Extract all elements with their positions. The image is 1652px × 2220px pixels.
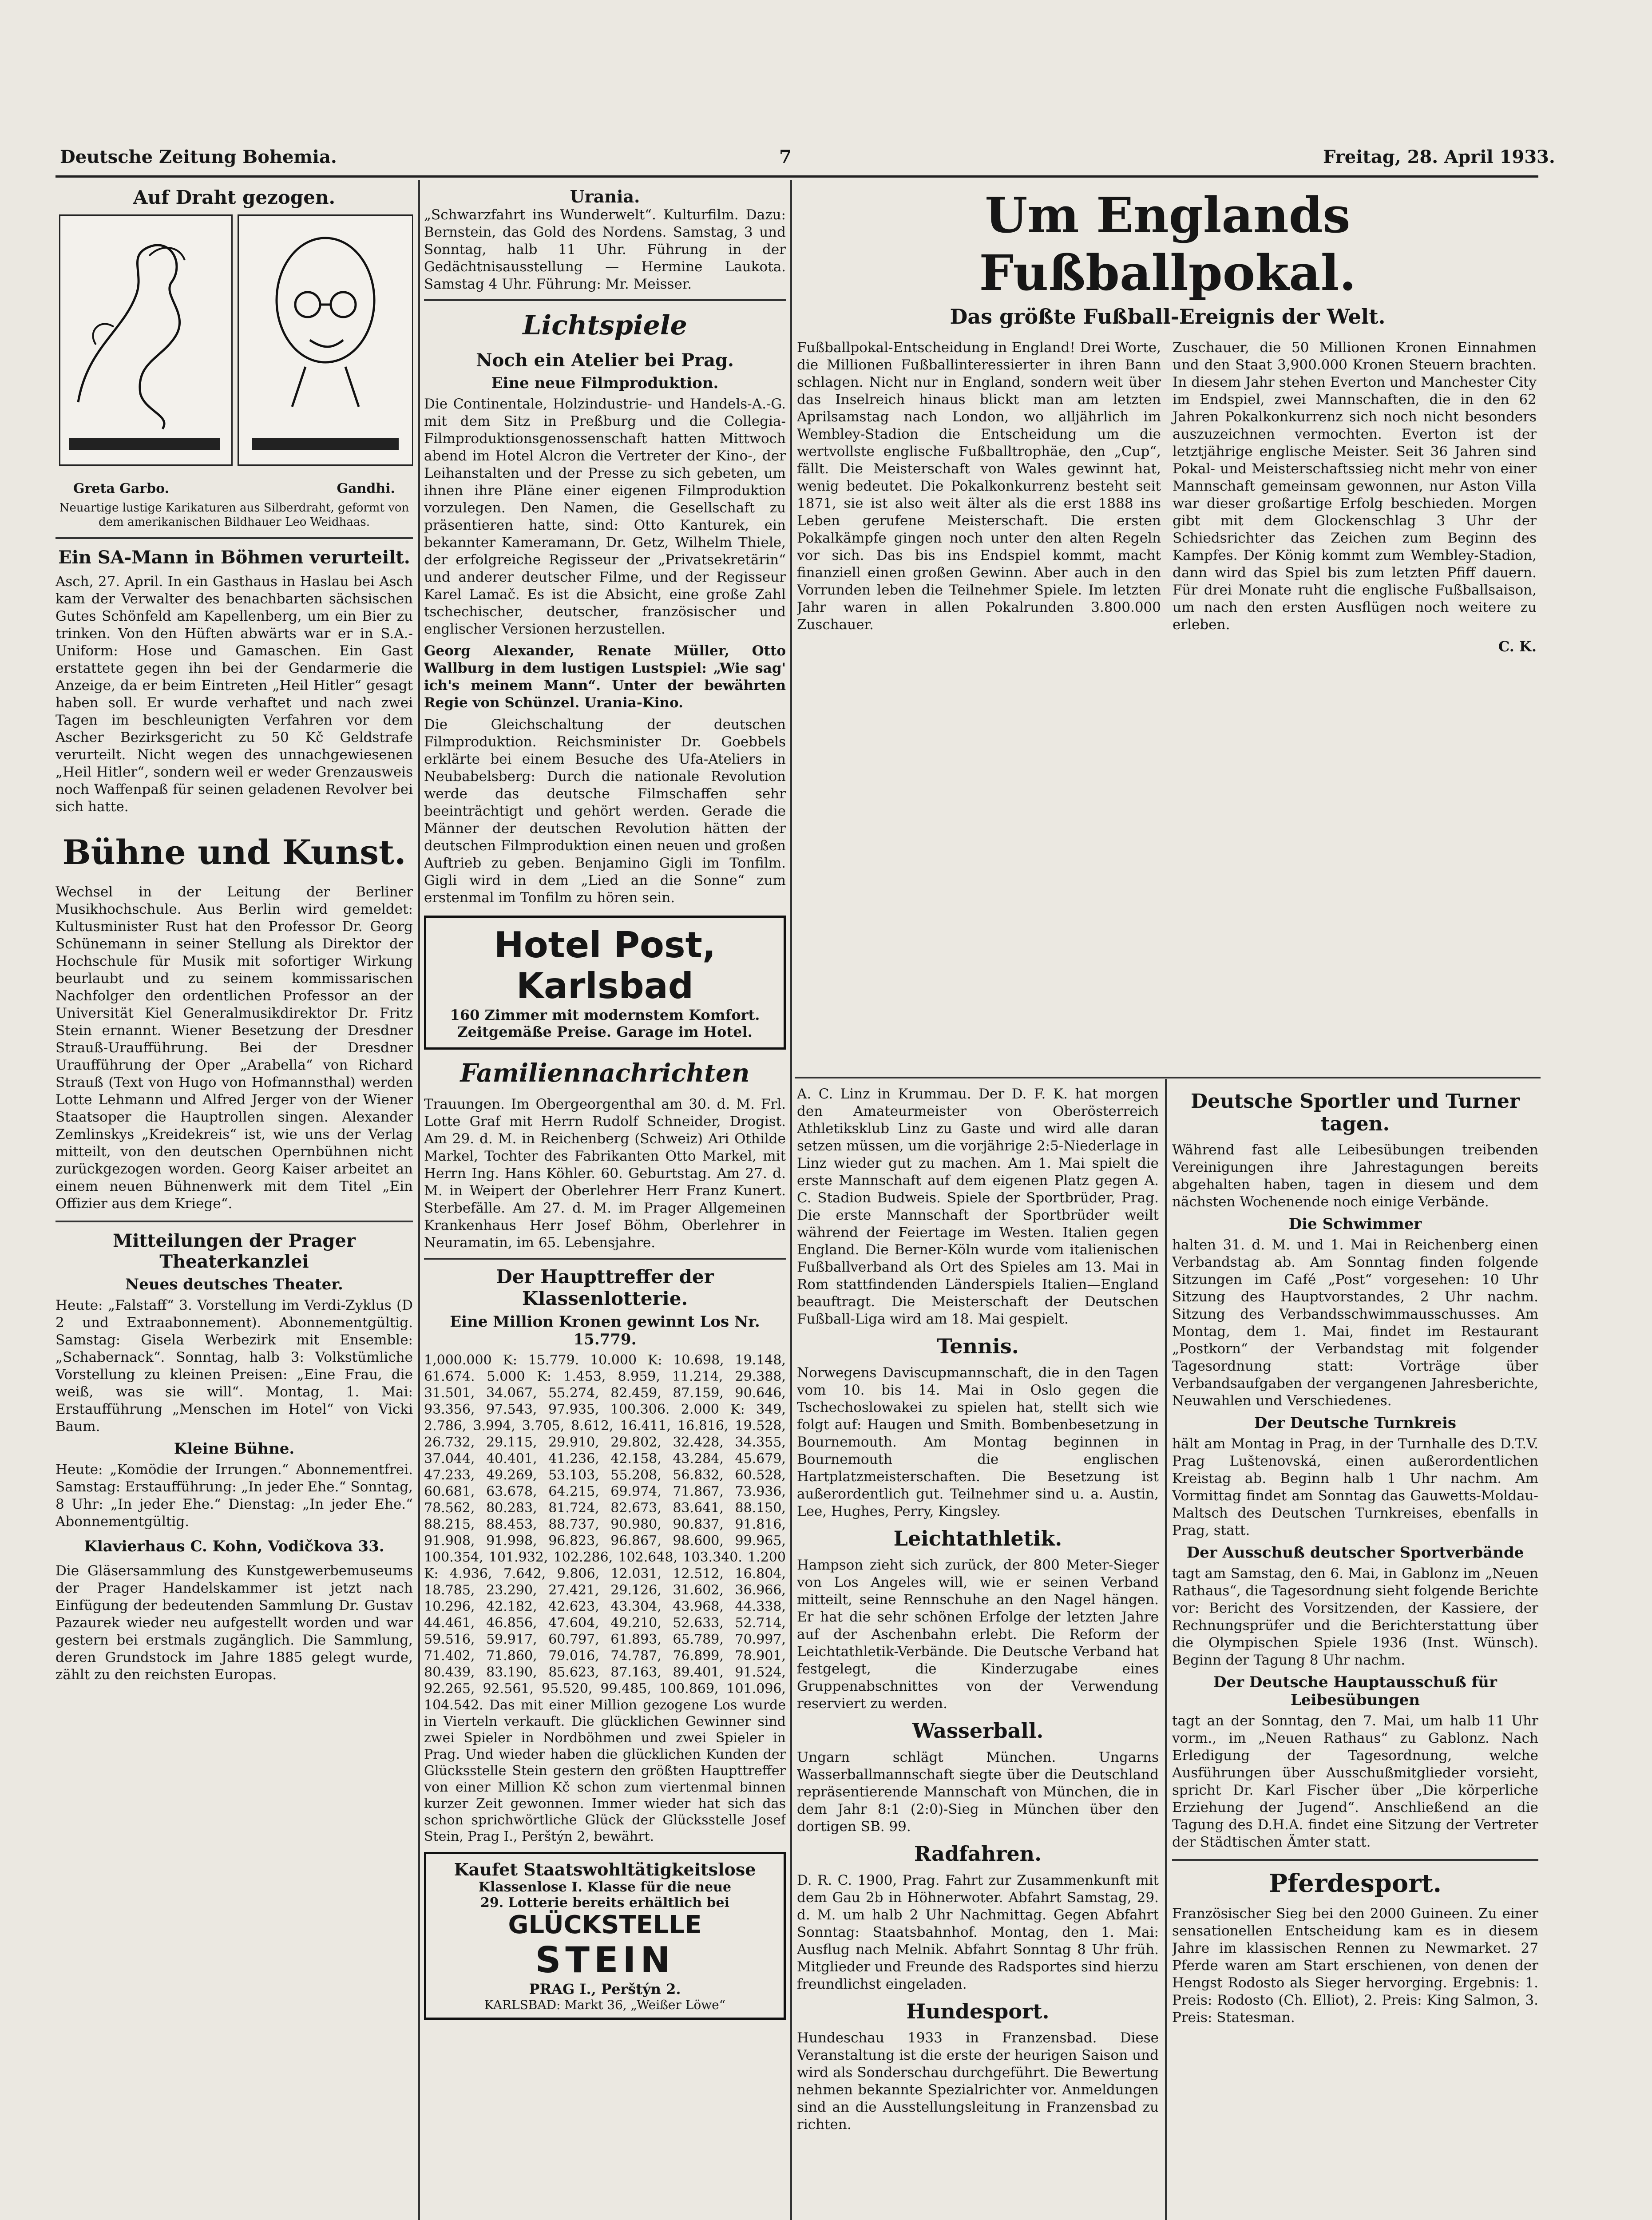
ausschuss-subheading: Der Ausschuß deutscher Sportverbände [1186, 1544, 1524, 1562]
header-rule [55, 175, 1538, 178]
pferdesport-heading: Pferdesport. [1268, 1869, 1442, 1898]
hundesport-article: Hundeschau 1933 in Franzensbad. Diese Veranstaltung ist die erste der heurigen Saison und wird als Sonderschau durchgeführt. Die Bewertung nehmen bekannte Spezialrichter vor. Anmeldungen sind an die Ausstellungsleitung in Franzensbad zu richten. [797, 2030, 1159, 2133]
banner-subheading: Das größte Fußball-Ereignis der Welt. [950, 305, 1386, 329]
stein-ad-name-2: STEIN [535, 1939, 675, 1981]
column-rule [790, 180, 792, 2220]
column-2 [424, 186, 786, 2220]
kleine-buehne-heading: Kleine Bühne. [174, 1440, 295, 1458]
fussball-news: A. C. Linz in Krummau. Der D. F. K. hat morgen den Amateurmeister von Oberösterreich Athletiksklub Linz zu Gaste und wird alle daran setzen müssen, um die vorjährige 2:5-Niederlage in Linz wieder gut zu machen. Am 1. Mai spielt die erste Mannschaft auf dem eigenen Platz gegen A. C. Stadion Budweis. Spiele der Sportbrüder, Prag. Die erste Mannschaft der Sportbrüder weilt während der Feiertage im Westen. Italien gegen England. Die Berner-Köln wurde vom italienischen Fußballverband als Ort des Spieles am 13. Mai in Rom stattfindenden Länderspiels Italien—England beauftragt. Die Meisterschaft der Deutschen Fußball-Liga wird am 18. Mai gespielt. [797, 1086, 1159, 1327]
cartoon-title: Auf Draht gezogen. [133, 186, 336, 208]
urania-heading: Urania. [570, 186, 640, 206]
stein-ad-head: Kaufet Staatswohltätigkeitslose [454, 1859, 756, 1879]
column-3-sports [797, 1086, 1159, 2220]
radfahren-article: D. R. C. 1900, Prag. Fahrt zur Zusammenkunft mit dem Gau 2b in Höhnerwoter. Abfahrt Samstag, 29. d. M. um halb 2 Uhr Nachmittag. Gegen Abfahrt Sonntag: Staatsbahnhof. Montag, den 1. Mai: Ausflug nach Melnik. Abfahrt Sonntag 8 Uhr früh. Mitglieder und Freunde des Radsportes sind hierzu freundlichst eingeladen. [797, 1872, 1159, 1992]
masthead: Deutsche Zeitung Bohemia. [60, 147, 337, 167]
lotterie-heading: Der Haupttreffer der Klassenlotterie. [496, 1266, 714, 1309]
hotel-post-ad [424, 916, 786, 1050]
kleine-buehne-article: Heute: „Komödie der Irrungen.“ Abonnementfrei. Samstag: Erstaufführung: „In jeder Ehe.“ Sonntag, 8 Uhr: „In jeder Ehe.“ Dienstag: „In jeder Ehe.“ Abonnementgültig. [55, 1462, 413, 1530]
pokal-signature: C. K. [1498, 638, 1537, 655]
ausschuss-article: tagt am Samstag, den 6. Mai, in Gablonz im „Neuen Rathaus“, die Tagesordnung sieht folgende Berichte vor: Bericht des Vorsitzenden, der Kassiere, der Rechnungsprüfer und die Berichterstattung über die Olympischen Spiele 1936 (Inst. Wünsch). Beginn der Tagung 8 Uhr nachm. [1172, 1566, 1538, 1668]
buehne-article: Wechsel in der Leitung der Berliner Musikhochschule. Aus Berlin wird gemeldet: Kultusminister Rust hat den Professor Dr. Georg Schünemann in seiner Stellung als Direktor der Hochschule für Musik mit sofortiger Wirkung beurlaubt und zu seinem kommissarischen Nachfolger den ordentlichen Professor an der Universität Kiel Generalmusikdirektor Dr. Fritz Stein ernannt. Wiener Besetzung der Dresdner Strauß-Uraufführung. Bei der Dresdner Uraufführung der Oper „Arabella“ von Richard Strauß (Text von Hugo von Hofmannsthal) werden Lotte Lehmann und Alfred Jerger von der Wiener Staatsoper die Hauptrollen singen. Alexander Zemlinskys „Kreidekreis“ ist, wie uns der Verlag mitteilt, von den deutschen Opernbühnen nicht zurückgezogen worden. Georg Kaiser arbeitet an einem neuen Bühnenwerk mit dem Titel „Ein Offizier aus dem Kriege“. [55, 884, 413, 1212]
prager-article: Heute: „Falstaff“ 3. Vorstellung im Verdi-Zyklus (D 2 und Extraabonnement). Abonnementgültig. Samstag: Gisela Werbezirk mit Ensemble: „Schabernack“. Sonntag, halb 3: Volkstümliche Vorstellung zu kleinen Preisen: „Eine Frau, die weiß, was sie will“. Montag, 1. Mai: Erstaufführung „Menschen im Hotel“ von Vicki Baum. [55, 1297, 413, 1435]
stein-ad-address-2: KARLSBAD: Markt 36, „Weißer Löwe“ [484, 1998, 726, 2012]
sa-heading: Ein SA-Mann in Böhmen verurteilt. [58, 547, 410, 568]
tennis-heading: Tennis. [937, 1334, 1019, 1358]
lichtspiele-heading: Lichtspiele [523, 310, 687, 341]
hotel-line-1: 160 Zimmer mit modernstem Komfort. [450, 1007, 760, 1023]
cartoon-note: Neuartige lustige Karikaturen aus Silberdraht, geformt von dem amerikanischen Bildhauer Leo Weidhaas. [59, 501, 409, 529]
garbo-wire-caricature [59, 214, 233, 466]
familien-heading: Familiennachrichten [460, 1058, 750, 1088]
atelier-subheading: Eine neue Filmproduktion. [491, 374, 719, 392]
pferdesport-article: Französischer Sieg bei den 2000 Guineen. Zu einer sensationellen Entscheidung kam es in diesem Jahre im klassischen Rennen zu Newmarket. 27 Pferde waren am Start erschienen, von denen der Hengst Rodosto als Sieger hervorging. Ergebnis: 1. Preis: Rodosto (Ch. Elliot), 2. Preis: King Salmon, 3. Preis: Statesman. [1172, 1906, 1538, 2026]
sportler-article: Während fast alle Leibesübungen treibenden Vereinigungen ihre Jahrestagungen bereits abgehalten haben, tagen in diesem und dem nächsten Wochenende noch einige Verbände. [1172, 1142, 1538, 1210]
buehne-heading: Bühne und Kunst. [62, 832, 406, 872]
pokal-article-left: Fußballpokal-Entscheidung in England! Drei Worte, die Millionen Fußballinteressierter in ihren Bann schlagen. Nicht nur in England, sondern weit über das Inselreich hinaus blickt man am letzten Aprilsamstag nach London, wo alljährlich im Wembley-Stadion die Entscheidung um die wertvollste englische Fußballtrophäe, den „Cup“, fällt. Die Meisterschaft von Wales gewinnt hat, wenig bedeutet. Die Pokalkonkurrenz besteht seit 1871, sie ist also weit älter als die erst 1888 ins Leben gerufene Meisterschaft. Die ersten Pokalkämpfe gingen noch unter den alten Regeln vor sich. Das bis ins Endspiel kommt, macht finanziell einen großen Gewinn. Aber auch in den Vorrunden leben die Teilnehmer Spiele. Im letzten Jahr waren in allen Pokalrunden 3.800.000 Zuschauer. [797, 340, 1161, 633]
tennis-article: Norwegens Daviscupmannschaft, die in den Tagen vom 10. bis 14. Mai in Oslo gegen die Tschechoslowakei zu spielen hat, stellt sich wie folgt auf: Haugen und Smith. Bombenbesetzung in Bournemouth. Am Montag beginnen in Bournemouth die englischen Hartplatzmeisterschaften. Die Besetzung ist außerordentlich gut. Teilnehmer sind u. a. Austin, Lee, Hughes, Perry, Kingsley. [797, 1365, 1159, 1519]
lotterie-article: 1,000.000 K: 15.779. 10.000 K: 10.698, 19.148, 61.674. 5.000 K: 1.453, 8.959, 11.214, 29.388, 31.501, 34.067, 55.274, 82.459, 87.159, 90.646, 93.356, 97.543, 97.935, 100.306. 2.000 K: 349, 2.786, 3.994, 3.705, 8.612, 16.411, 16.816, 19.528, 26.732, 29.115, 29.910, 29.802, 32.428, 34.355, 37.044, 40.401, 41.236, 42.158, 43.284, 45.679, 47.233, 49.269, 53.103, 55.208, 56.832, 60.528, 60.681, 63.678, 64.215, 69.974, 71.867, 73.936, 78.562, 80.283, 81.724, 82.673, 83.641, 88.150, 88.215, 88.453, 88.737, 90.980, 90.837, 91.816, 91.908, 91.998, 96.823, 96.867, 98.600, 99.965, 100.354, 101.932, 102.286, 102.648, 103.340. 1.200 K: 4.936, 7.642, 9.806, 12.031, 12.512, 16.804, 18.785, 23.290, 27.421, 29.126, 31.602, 36.966, 10.296, 42.182, 42.623, 43.304, 43.968, 44.338, 44.461, 46.856, 47.604, 49.210, 52.633, 52.714, 59.516, 59.917, 60.797, 61.893, 65.789, 70.997, 71.402, 71.860, 79.016, 74.787, 76.899, 78.901, 80.439, 83.190, 85.623, 87.163, 89.401, 91.524, 92.265, 92.561, 95.520, 99.485, 100.869, 101.096, 104.542. Das mit einer Million gezogene Los wurde in Vierteln verkauft. Die glücklichen Gewinner sind zwei Spieler in Nordböhmen und zwei Spieler in Prag. Und wieder haben die glücklichen Kunden der Glücksstelle Stein gestern den größten Haupttreffer von einer Million Kč schon zum viertenmal binnen kurzer Zeit gewonnen. Immer wieder hat sich das schon sprichwörtliche Glück der Glücksstelle Josef Stein, Prag I., Perštýn 2, bewährt. [424, 1352, 786, 1844]
stein-ad-line-2: 29. Lotterie bereits erhältlich bei [480, 1895, 729, 1911]
stein-ad-address-1: PRAG I., Perštýn 2. [529, 1981, 681, 1998]
cartoon-figure [55, 214, 413, 481]
familien-article: Trauungen. Im Obergeorgenthal am 30. d. M. Frl. Lotte Graf mit Herrn Rudolf Schneider, Drogist. Am 29. d. M. in Reichenberg (Schweiz) Ari Othilde Markel, Tochter des Fabrikanten Otto Markel, mit Herrn Ing. Hans Köhler. 60. Geburtstag. Am 27. d. M. in Weipert der Oberlehrer Herr Franz Kunert. Sterbefälle. Am 27. d. M. im Prager Allgemeinen Krankenhaus Herr Josef Böhm, Oberlehrer in Neuramatin, im 65. Lebensjahre. [424, 1096, 786, 1251]
stein-ad-line-1: Klassenlose I. Klasse für die neue [478, 1879, 732, 1895]
issue-date: Freitag, 28. April 1933. [1323, 147, 1555, 167]
hotel-name: Hotel Post, Karlsbad [494, 924, 716, 1007]
schwimmer-article: halten 31. d. M. und 1. Mai in Reichenberg einen Verbandstag ab. Am Sonntag finden folgende Sitzungen im Café „Post“ vorgesehen: 10 Uhr Sitzung des Hauptvorstandes, 2 Uhr nachm. Sitzung des Verbandsschwimmausschusses. Am Montag, dem 1. Mai, findet im Restaurant „Postkorn“ der Verbandstag mit folgender Tagesordnung statt: Vorträge über Verbandsaufgaben der vergangenen Jahresberichte, Neuwahlen und Verschiedenes. [1172, 1237, 1538, 1409]
prager-heading: Mitteilungen der Prager Theaterkanzlei [113, 1230, 356, 1272]
schwimmer-subheading: Die Schwimmer [1288, 1215, 1422, 1233]
garbo-caption: Greta Garbo. [73, 481, 170, 496]
gastspiel-note: Georg Alexander, Renate Müller, Otto Wallburg in dem lustigen Lustspiel: „Wie sag' ich's meinem Mann“. Unter der bewährten Regie von Schünzel. Urania-Kino. [424, 643, 786, 711]
gluecksstelle-stein-ad [424, 1852, 786, 2020]
column-1 [55, 186, 413, 2220]
column-rule [418, 180, 420, 2220]
prager-subheading: Neues deutsches Theater. [125, 1276, 343, 1293]
gandhi-wire-caricature [238, 214, 413, 466]
wasserball-heading: Wasserball. [912, 1719, 1044, 1743]
banner-heading: Um Englands Fußballpokal. [979, 186, 1356, 301]
page-number: 7 [779, 147, 792, 167]
stein-ad-name-1: GLÜCKSTELLE [508, 1911, 702, 1939]
gandhi-caption: Gandhi. [337, 481, 395, 496]
leichtathletik-heading: Leichtathletik. [893, 1526, 1062, 1550]
hundesport-heading: Hundesport. [906, 1999, 1050, 2023]
glas-article: Die Gläsersammlung des Kunstgewerbemuseums der Prager Handelskammer ist jetzt nach Einfügung der bedeutenden Sammlung Dr. Gustav Pazaurek wieder neu aufgestellt worden und war gestern bei erstmals zugänglich. Die Sammlung, deren Grundstock im Jahre 1885 gelegt wurde, zählt zu den reichsten Europas. [55, 1563, 413, 1683]
lotterie-subheading: Eine Million Kronen gewinnt Los Nr. 15.779. [450, 1313, 760, 1348]
hauptausschuss-subheading: Der Deutsche Hauptausschuß für Leibesübungen [1213, 1673, 1497, 1709]
sportler-heading: Deutsche Sportler und Turner tagen. [1190, 1090, 1520, 1135]
filmproduktion-article: Die Gleichschaltung der deutschen Filmproduktion. Reichsminister Dr. Goebbels erklärte bei einem Besuche des Ufa-Ateliers in Neubabelsberg: Durch die nationale Revolution werde das deutsche Filmschaffen sehr beeinträchtigt und gehört werden. Gerade die Männer der deutschen Revolution hätten der deutschen Filmproduktion einen neuen und großen Auftrieb zu geben. Benjamino Gigli im Tonfilm. Gigli wird in dem „Lied an die Sonne“ zum erstenmal im Tonfilm zu hören sein. [424, 717, 786, 906]
pokal-article-right: Zuschauer, die 50 Millionen Kronen Einnahmen und den Staat 3,900.000 Kronen Steuern brachten. In diesem Jahr stehen Everton und Manchester City im Endspiel, zwei Mannschaften, die in den 62 Jahren Pokalkonkurrenz sich noch nicht besonders auszuzeichnen vermochten. Everton ist der letztjährige englische Meister. Seit 36 Jahren sind Pokal- und Meisterschaftssieg nicht mehr von einer Mannschaft gemeinsam gewonnen, nur Aston Villa war dieser großartige Erfolg beschieden. Morgen gibt mit dem Glockenschlag 3 Uhr der Schiedsrichter das Zeichen zum Beginn des Kampfes. Der König kommt zum Wembley-Stadion, dann wird das Spiel bis zum letzten Pfiff dauern. Für drei Monate ruht die englische Fußballsaison, um nach den ersten Ausflügen noch weitere zu erleben. [1173, 340, 1537, 633]
section-rule [795, 1077, 1541, 1078]
fussball-section [797, 186, 1538, 1074]
atelier-heading: Noch ein Atelier bei Prag. [476, 350, 734, 371]
radfahren-heading: Radfahren. [914, 1842, 1042, 1866]
klavierhaus-ad: Klavierhaus C. Kohn, Vodičkova 33. [84, 1538, 384, 1555]
urania-article: „Schwarzfahrt ins Wunderwelt“. Kulturfilm. Dazu: Bernstein, das Gold des Nordens. Samstag, 3 und Sonntag, halb 11 Uhr. Führung in der Gedächtnisausstellung — Hermine Laukota. Samstag 4 Uhr. Führung: Mr. Meisser. [424, 207, 786, 292]
turnkreis-article: hält am Montag in Prag, in der Turnhalle des D.T.V. Prag Luštenovská, einen außerordentlichen Kreistag ab. Beginn halb 1 Uhr nachm. Am Vormittag findet am Sonntag das Gauwetts-Moldau-Maltsch des Deutschen Turnkreises, ebenfalls in Prag, statt. [1172, 1436, 1538, 1538]
column-4-sports [1172, 1086, 1538, 2220]
hauptausschuss-article: tagt an der Sonntag, den 7. Mai, um halb 11 Uhr vorm., im „Neuen Rathaus“ zu Gablonz. Nach Erledigung der Tagesordnung, welche Ausführungen über Ausschußmitglieder vorsieht, spricht Dr. Karl Fischer über „Die körperliche Erziehung der Jugend“. Anschließend an die Tagung des D.H.A. findet eine Sitzung der Vertreter der Städtischen Ämter statt. [1172, 1713, 1538, 1850]
atelier-article: Die Continentale, Holzindustrie- und Handels-A.-G. mit dem Sitz in Preßburg und die Collegia-Filmproduktionsgenossenschaft hatten Mittwoch abend im Hotel Alcron die Vertreter der Kino-, der Leihanstalten und der Presse zu sich gebeten, um ihnen ihre Pläne einer eigenen Filmproduktion vorzulegen. Den Namen, die Gesellschaft zu präsentieren hatte, sind: Otto Kanturek, ein bekannter Kameramann, Dr. Getz, Wilhelm Thiele, der erfolgreiche Regisseur der „Privatsekretärin“ und anderer deutscher Filme, und der Regisseur Karel Lamač. Es ist die Absicht, eine große Zahl tschechischer, deutscher, französischer und englischer Versionen herzustellen. [424, 396, 786, 637]
hotel-line-2: Zeitgemäße Preise. Garage im Hotel. [457, 1023, 753, 1040]
wasserball-article: Ungarn schlägt München. Ungarns Wasserballmannschaft siegte über die Deutschland repräsentierende Mannschaft von München, die in dem Jahr 8:1 (2:0)-Sieg in München über den dortigen SB. 99. [797, 1749, 1159, 1835]
leichtathletik-article: Hampson zieht sich zurück, der 800 Meter-Sieger von Los Angeles will, wie er seinen Verband mitteilt, seine Rennschuhe an den Nagel hängen. Er hat die sehr schönen Erfolge der letzten Jahre auf der Aschenbahn erlebt. Die Reform der Leichtathletik-Verbände. Die Deutsche Verband hat festgelegt, die Kinderzugabe eines Gruppenabschnittes von der Verwendung reserviert zu werden. [797, 1557, 1159, 1712]
turnkreis-subheading: Der Deutsche Turnkreis [1254, 1414, 1457, 1432]
column-rule [1165, 1079, 1167, 2220]
sa-article: Asch, 27. April. In ein Gasthaus in Haslau bei Asch kam der Verwalter des benachbarten sächsischen Gutes Schönfeld am Kapellenberg, um ein Bier zu trinken. Von den Hüften abwärts war er in S.A.-Uniform: Hose und Gamaschen. Ein Gast erstattete gegen ihn bei der Gendarmerie die Anzeige, da er beim Eintreten „Heil Hitler“ gesagt haben soll. Er wurde verhaftet und nach zwei Tagen im beschleunigten Verfahren vor dem Ascher Bezirksgericht zu 50 Kč Geldstrafe verurteilt. Nicht wegen des unnachgewiesenen „Heil Hitler“, sondern weil er weder Grenzausweis noch Waffenpaß für seinen geladenen Revolver bei sich hatte. [55, 574, 413, 815]
